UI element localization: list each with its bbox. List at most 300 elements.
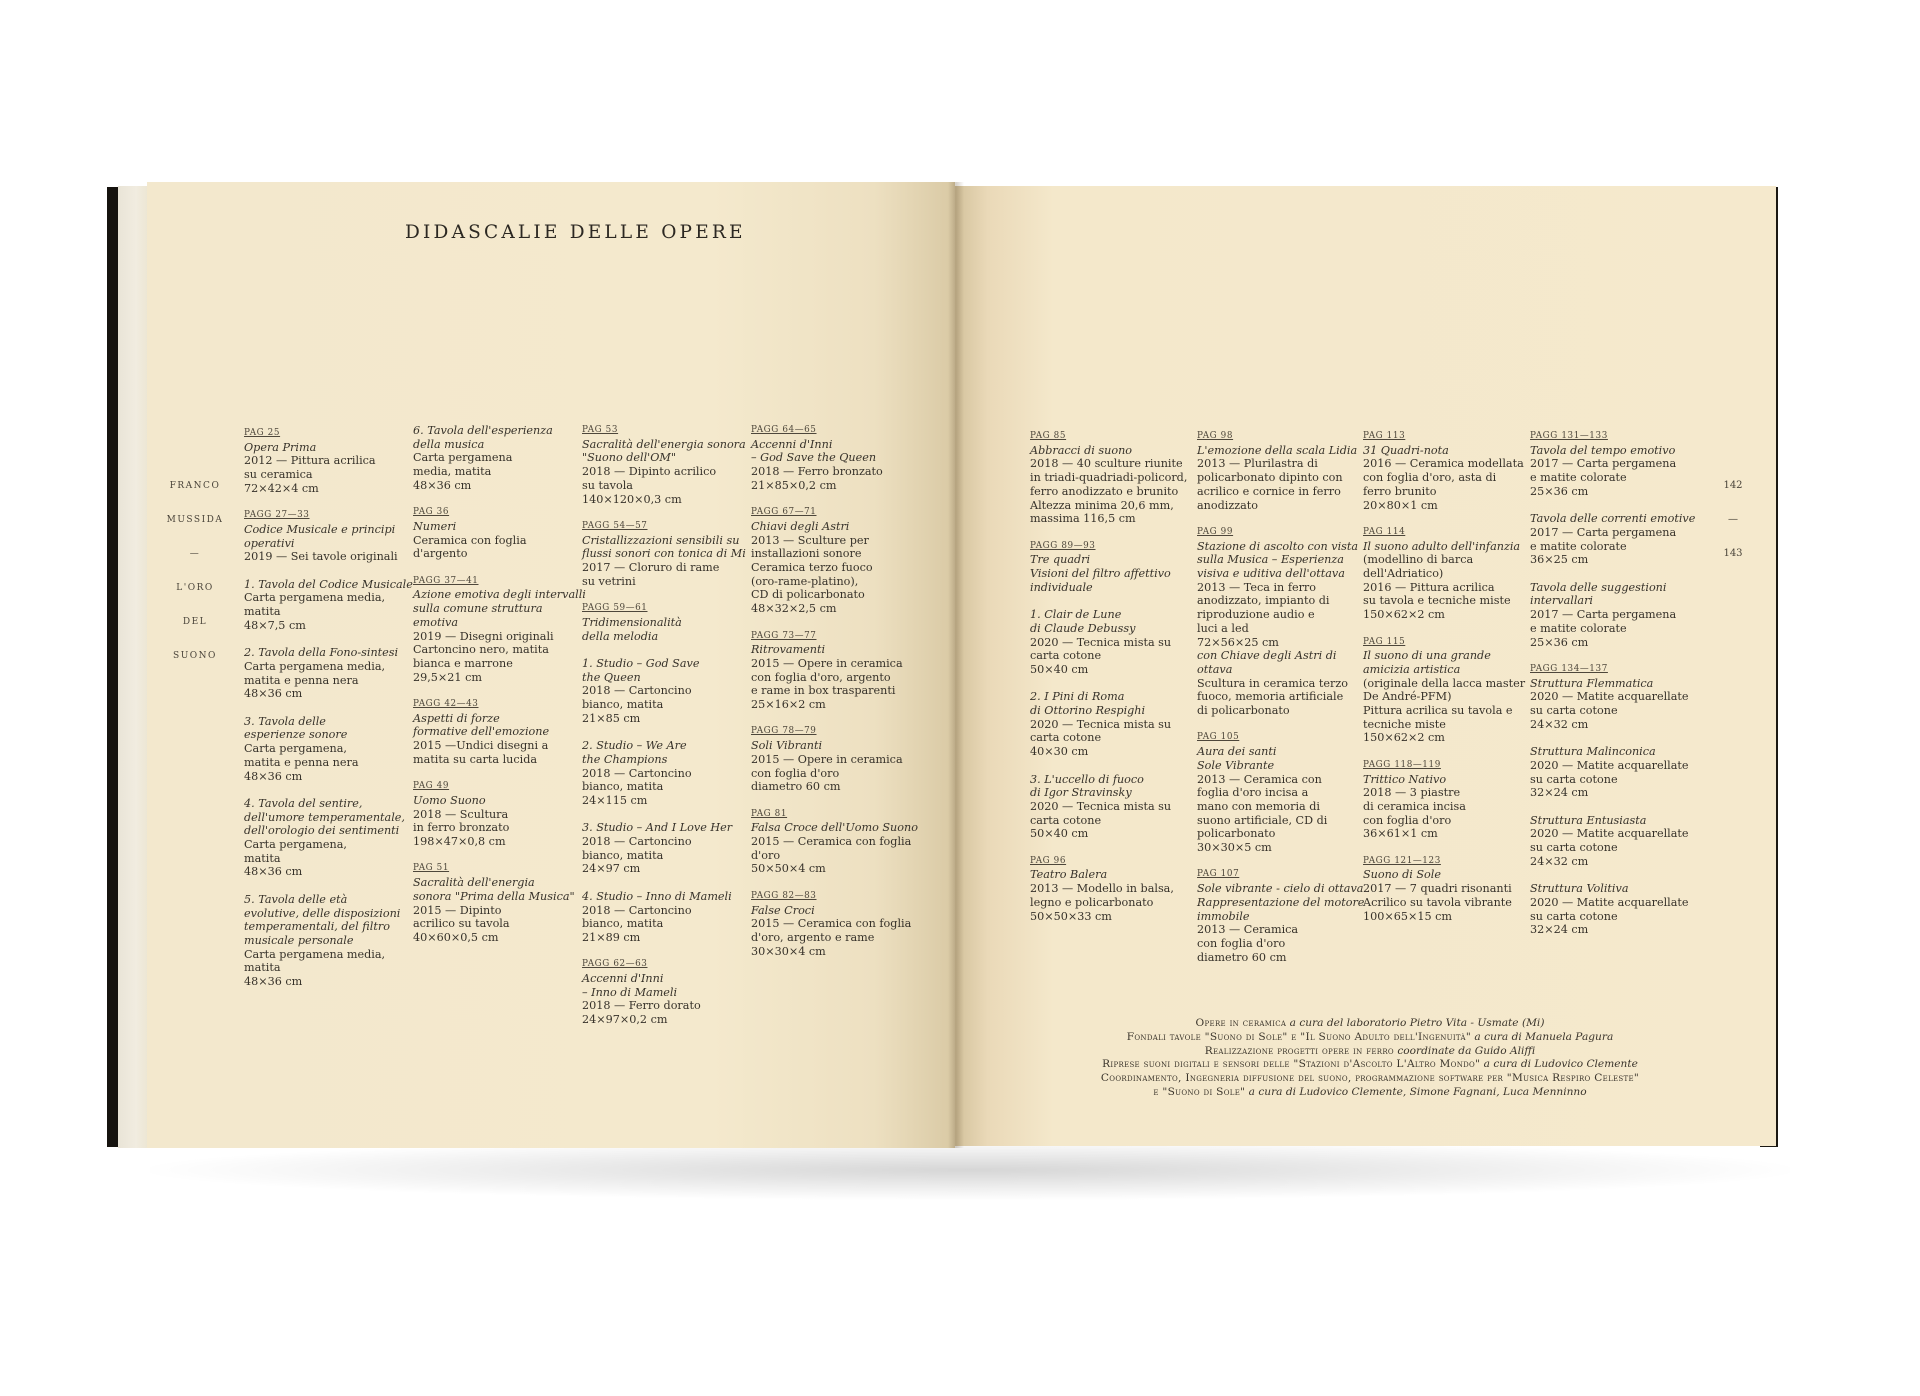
- credits-segment: Fondali tavole "Suono di Sole" e "Il Suono Adulto dell'Ingenuità": [1126, 1030, 1472, 1043]
- caption-line: con foglia d'oro: [1197, 936, 1286, 950]
- caption-line: Tre quadri: [1030, 553, 1091, 567]
- page-reference: PAGG 59—61: [582, 603, 648, 614]
- caption-line: Carta pergamena,: [244, 838, 347, 852]
- caption-line: ferro anodizzato e brunito: [1030, 484, 1179, 498]
- caption-entry: [1197, 526, 1367, 718]
- page-reference: PAG 51: [413, 863, 450, 874]
- caption-line: Chiavi degli Astri: [751, 519, 850, 533]
- caption-line: 48×36 cm: [413, 478, 472, 492]
- caption-line: Cartoncino nero, matita: [413, 643, 549, 657]
- caption-entry: [1030, 773, 1200, 842]
- caption-line: 5. Tavola delle età: [244, 892, 348, 906]
- caption-line: Aspetti di forze: [413, 711, 500, 725]
- running-header-item: SUONO: [173, 651, 217, 661]
- caption-line: bianco, matita: [582, 848, 664, 862]
- caption-line: diametro 60 cm: [751, 780, 841, 794]
- caption-line: bianca e marrone: [413, 656, 513, 670]
- caption-line: individuale: [1030, 580, 1093, 594]
- caption-entry: [1530, 430, 1700, 499]
- caption-line: flussi sonori con tonica di Mi: [582, 547, 746, 561]
- caption-line: immobile: [1197, 909, 1250, 923]
- caption-line: 72×56×25 cm: [1197, 635, 1279, 649]
- caption-line: sonora "Prima della Musica": [413, 889, 575, 903]
- caption-line: 48×36 cm: [244, 865, 303, 879]
- caption-line: d'argento: [413, 547, 468, 561]
- caption-line: 50×40 cm: [1030, 827, 1089, 841]
- credits-segment: Realizzazione progetti opere in ferro: [1204, 1044, 1394, 1057]
- caption-line: 30×30×4 cm: [751, 944, 826, 958]
- caption-line: 48×7,5 cm: [244, 618, 306, 632]
- caption-line: Sole Vibrante: [1197, 758, 1275, 772]
- caption-line: intervallari: [1530, 594, 1593, 608]
- caption-line: 2013 — Ceramica: [1197, 923, 1299, 937]
- caption-line: Codice Musicale e principi: [244, 522, 396, 536]
- caption-line: 2017 — Carta pergamena: [1530, 525, 1677, 539]
- caption-line: 2013 — Ceramica con: [1197, 772, 1322, 786]
- page-reference: PAGG 121—123: [1363, 855, 1441, 866]
- caption-line: 2018 — Cartoncino: [582, 835, 692, 849]
- page-reference: PAG 49: [413, 781, 450, 792]
- caption-entry: [413, 506, 583, 561]
- caption-line: foglia d'oro incisa a: [1197, 786, 1309, 800]
- caption-line: 2018 — Cartoncino: [582, 766, 692, 780]
- caption-line: Sole vibrante - cielo di ottava: [1197, 882, 1364, 896]
- caption-line: Carta pergamena media,: [244, 591, 386, 605]
- caption-entry: [1530, 581, 1700, 650]
- caption-line: Struttura Entusiasta: [1530, 813, 1647, 827]
- caption-line: Abbracci di suono: [1030, 443, 1133, 457]
- caption-line: 198×47×0,8 cm: [413, 835, 506, 849]
- page-reference: PAG 115: [1363, 636, 1406, 647]
- caption-line: Acrilico su tavola vibrante: [1363, 895, 1512, 909]
- caption-line: – Inno di Mameli: [582, 985, 678, 999]
- caption-line: su carta cotone: [1530, 841, 1618, 855]
- caption-line: 2015 — Ceramica con foglia: [751, 835, 912, 849]
- caption-line: 36×61×1 cm: [1363, 827, 1438, 841]
- caption-line: Ceramica terzo fuoco: [751, 561, 873, 575]
- running-header-item: —: [189, 549, 201, 559]
- caption-line: Pittura acrilica su tavola e: [1363, 704, 1513, 718]
- caption-line: Carta pergamena media,: [244, 947, 386, 961]
- caption-line: Soli Vibranti: [751, 739, 823, 753]
- caption-line: Tavola del tempo emotivo: [1530, 443, 1676, 457]
- caption-line: Scultura in ceramica terzo: [1197, 676, 1349, 690]
- caption-line: acrilico e cornice in ferro: [1197, 484, 1341, 498]
- caption-line: Carta pergamena,: [244, 742, 347, 756]
- caption-line: Suono di Sole: [1363, 868, 1441, 882]
- caption-line: con foglia d'oro: [751, 766, 840, 780]
- caption-entry: [751, 506, 921, 616]
- caption-entry: [413, 698, 583, 767]
- caption-line: con foglia d'oro, asta di: [1363, 471, 1497, 485]
- caption-entry: [751, 630, 921, 712]
- caption-entry: [1530, 745, 1700, 800]
- caption-line: Sacralità dell'energia sonora: [582, 437, 746, 451]
- caption-line: amicizia artistica: [1363, 662, 1461, 676]
- page-reference: PAG 107: [1197, 869, 1240, 880]
- caption-line: matita su carta lucida: [413, 752, 538, 766]
- caption-line: 2020 — Matite acquarellate: [1530, 758, 1689, 772]
- caption-line: sulla Musica – Esperienza: [1197, 553, 1344, 567]
- page-reference: PAG 98: [1197, 431, 1234, 441]
- caption-line: dell'umore temperamentale,: [244, 810, 405, 824]
- page-number: —: [1728, 514, 1738, 525]
- caption-line: d'oro: [751, 848, 781, 862]
- caption-entry: [1530, 814, 1700, 869]
- caption-line: 2020 — Tecnica mista su: [1030, 635, 1172, 649]
- caption-line: 2013 — Sculture per: [751, 533, 869, 547]
- page-reference: PAGG 78—79: [751, 726, 817, 737]
- caption-line: bianco, matita: [582, 780, 664, 794]
- book-gutter: [948, 182, 964, 1148]
- caption-line: su carta cotone: [1530, 909, 1618, 923]
- caption-line: "Suono dell'OM": [582, 451, 677, 465]
- caption-entry: [1530, 663, 1700, 732]
- caption-line: 2017 — 7 quadri risonanti: [1363, 882, 1512, 896]
- credits-segment: a cura di Manuela Pagura: [1471, 1030, 1614, 1043]
- caption-line: formative dell'emozione: [413, 725, 550, 739]
- page-reference: PAGG 54—57: [582, 520, 648, 531]
- caption-line: su tavola: [582, 478, 633, 492]
- caption-line: visiva e uditiva dell'ottava: [1197, 567, 1345, 581]
- caption-entry: [1197, 731, 1367, 854]
- caption-line: 2020 — Matite acquarellate: [1530, 690, 1689, 704]
- caption-line: ottava: [1197, 662, 1233, 676]
- page-reference: PAG 81: [751, 808, 788, 819]
- caption-line: L'emozione della scala Lidia: [1197, 443, 1358, 457]
- caption-line: su carta cotone: [1530, 772, 1618, 786]
- caption-entry: [1197, 430, 1367, 512]
- caption-line: 4. Studio – Inno di Mameli: [582, 889, 732, 903]
- caption-line: 3. Tavola delle: [244, 714, 326, 728]
- caption-line: Tavola delle suggestioni: [1530, 580, 1667, 594]
- caption-line: 1. Tavola del Codice Musicale: [244, 577, 413, 591]
- caption-line: matita e penna nera: [244, 755, 359, 769]
- page-number: 143: [1723, 548, 1743, 559]
- caption-line: 2012 — Pittura acrilica: [244, 454, 376, 468]
- caption-line: De André-PFM): [1363, 690, 1452, 704]
- page-numbers: [1708, 480, 1758, 582]
- caption-entry: [413, 575, 586, 685]
- caption-entry: [1530, 882, 1700, 937]
- caption-line: carta cotone: [1030, 649, 1102, 663]
- caption-line: Tavola delle correnti emotive: [1530, 512, 1696, 526]
- caption-line: matita: [244, 605, 281, 619]
- running-header-vertical: [160, 480, 230, 684]
- page-reference: PAGG 37—41: [413, 575, 479, 586]
- caption-line: 3. L'uccello di fuoco: [1030, 772, 1144, 786]
- caption-line: di Igor Stravinsky: [1030, 786, 1132, 800]
- running-header-item: L'ORO: [176, 583, 214, 593]
- caption-entry: [244, 893, 414, 989]
- caption-line: 2013 — Plurilastra di: [1197, 457, 1318, 471]
- caption-line: Accenni d'Inni: [751, 437, 833, 451]
- page-stack-edge: [118, 186, 148, 1148]
- page-reference: PAG 99: [1197, 526, 1234, 537]
- caption-line: 2018 — Cartoncino: [582, 684, 692, 698]
- caption-line: 25×36 cm: [1530, 484, 1589, 498]
- credits-line: [1010, 1031, 1730, 1045]
- caption-line: Sacralità dell'energia: [413, 876, 535, 890]
- running-header-item: MUSSIDA: [166, 515, 224, 525]
- credits-line: [1010, 1045, 1730, 1059]
- page-reference: PAG 114: [1363, 526, 1406, 537]
- caption-line: 2015 — Opere in ceramica: [751, 752, 903, 766]
- credits-segment: a cura di Ludovico Clemente, Simone Fagnani, Luca Menninno: [1245, 1085, 1587, 1098]
- caption-line: dell'Adriatico): [1363, 567, 1444, 581]
- caption-line: Ritrovamenti: [751, 643, 826, 657]
- caption-line: luci a led: [1197, 621, 1249, 635]
- caption-column-6: [1197, 430, 1367, 978]
- caption-line: 24×32 cm: [1530, 717, 1589, 731]
- caption-entry: [244, 797, 414, 879]
- caption-line: e matite colorate: [1530, 621, 1627, 635]
- caption-line: Cristallizzazioni sensibili su: [582, 533, 740, 547]
- caption-line: carta cotone: [1030, 731, 1102, 745]
- caption-line: (oro-rame-platino),: [751, 574, 859, 588]
- caption-line: 2020 — Tecnica mista su: [1030, 799, 1172, 813]
- caption-entry: [244, 715, 414, 784]
- page-reference: PAGG 82—83: [751, 890, 817, 901]
- caption-line: 2. Tavola della Fono-sintesi: [244, 646, 399, 660]
- caption-entry: [582, 821, 752, 876]
- caption-line: matita: [244, 851, 281, 865]
- caption-entry: [582, 424, 752, 506]
- caption-line: 2018 — Scultura: [413, 807, 509, 821]
- caption-line: Stazione di ascolto con vista: [1197, 539, 1359, 553]
- caption-line: Struttura Volitiva: [1530, 882, 1629, 896]
- caption-line: 24×97×0,2 cm: [582, 1013, 668, 1027]
- caption-line: e rame in box trasparenti: [751, 684, 896, 698]
- caption-line: 2019 — Sei tavole originali: [244, 550, 398, 564]
- caption-entry: [1030, 690, 1200, 759]
- credits-line: [1010, 1072, 1730, 1086]
- caption-line: 21×89 cm: [582, 930, 641, 944]
- caption-line: 20×80×1 cm: [1363, 498, 1438, 512]
- caption-entry: [582, 520, 752, 589]
- caption-line: di policarbonato: [1197, 704, 1290, 718]
- caption-line: the Champions: [582, 752, 668, 766]
- caption-entry: [582, 890, 752, 945]
- caption-entry: [751, 808, 921, 877]
- caption-line: Teatro Balera: [1030, 868, 1108, 882]
- caption-entry: [751, 890, 921, 959]
- credits-segment: Riprese suoni digitali e sensori delle "Stazioni d'Ascolto L'Altro Mondo": [1102, 1058, 1481, 1071]
- caption-line: policarbonato dipinto con: [1197, 471, 1343, 485]
- caption-entry: [244, 578, 414, 633]
- page-reference: PAGG 118—119: [1363, 759, 1441, 770]
- caption-line: musicale personale: [244, 933, 354, 947]
- caption-line: 2015 — Opere in ceramica: [751, 656, 903, 670]
- caption-entry: [1030, 855, 1200, 924]
- caption-entry: [1030, 430, 1200, 526]
- caption-line: Accenni d'Inni: [582, 972, 664, 986]
- caption-line: media, matita: [413, 465, 492, 479]
- caption-line: the Queen: [582, 670, 641, 684]
- caption-column-5: [1030, 430, 1200, 937]
- caption-line: matita: [244, 961, 281, 975]
- caption-entry: [751, 424, 921, 493]
- caption-entry: [582, 602, 752, 643]
- page-title: DIDASCALIE DELLE OPERE: [405, 222, 746, 243]
- caption-line: operativi: [244, 536, 295, 550]
- caption-line: 2017 — Carta pergamena: [1530, 457, 1677, 471]
- page-reference: PAG 85: [1030, 431, 1067, 441]
- caption-line: Rappresentazione del motore: [1197, 895, 1365, 909]
- caption-line: policarbonato: [1197, 827, 1276, 841]
- caption-line: 150×62×2 cm: [1363, 731, 1445, 745]
- caption-line: 2018 — 40 sculture riunite: [1030, 457, 1183, 471]
- caption-entry: [1530, 512, 1700, 567]
- credits-segment: coordinate da Guido Aliffi: [1393, 1044, 1536, 1057]
- caption-column-3: [582, 424, 752, 1041]
- page-reference: PAG 113: [1363, 431, 1406, 441]
- caption-line: mano con memoria di: [1197, 799, 1321, 813]
- page-reference: PAGG 27—33: [244, 510, 310, 521]
- caption-line: CD di policarbonato: [751, 588, 865, 602]
- caption-line: 2017 — Carta pergamena: [1530, 608, 1677, 622]
- caption-line: 1. Clair de Lune: [1030, 608, 1122, 622]
- caption-line: (modellino di barca: [1363, 553, 1474, 567]
- caption-line: Tridimensionalità: [582, 615, 682, 629]
- caption-line: 150×62×2 cm: [1363, 608, 1445, 622]
- caption-line: Struttura Malinconica: [1530, 745, 1656, 759]
- page-reference: PAGG 131—133: [1530, 431, 1608, 441]
- caption-line-text: con Chiave degli Astri di: [1197, 649, 1337, 663]
- caption-line: 21×85 cm: [582, 711, 641, 725]
- credits-line: [1010, 1058, 1730, 1072]
- caption-line: emotiva: [413, 615, 459, 629]
- caption-line: 2015 — Dipinto: [413, 903, 502, 917]
- caption-line: 40×30 cm: [1030, 745, 1089, 759]
- running-header-item: DEL: [182, 617, 208, 627]
- caption-line: 2018 — Ferro dorato: [582, 999, 701, 1013]
- caption-column-8: [1530, 430, 1700, 951]
- caption-line: 3. Studio – And I Love Her: [582, 821, 733, 835]
- caption-column-2: [413, 424, 586, 958]
- caption-entry: [413, 424, 583, 493]
- caption-line: Uomo Suono: [413, 793, 486, 807]
- caption-line: 2015 —Undici disegni a: [413, 739, 549, 753]
- caption-line: 2018 — Ferro bronzato: [751, 465, 883, 479]
- caption-line: 32×24 cm: [1530, 923, 1589, 937]
- caption-line: 2016 — Ceramica modellata: [1363, 457, 1524, 471]
- caption-line: 2018 — 3 piastre: [1363, 786, 1461, 800]
- caption-line: 24×97 cm: [582, 862, 641, 876]
- caption-line: 30×30×5 cm: [1197, 841, 1272, 855]
- caption-line: – God Save the Queen: [751, 451, 877, 465]
- caption-line: di Ottorino Respighi: [1030, 704, 1146, 718]
- caption-line: 6. Tavola dell'esperienza: [413, 424, 553, 437]
- page-reference: PAGG 89—93: [1030, 540, 1096, 551]
- caption-line: Carta pergamena media,: [244, 659, 386, 673]
- page-reference: PAGG 67—71: [751, 507, 817, 518]
- caption-line: Opera Prima: [244, 440, 317, 454]
- credits-segment: Opere in ceramica: [1195, 1017, 1287, 1029]
- caption-line: con foglia d'oro: [1363, 813, 1452, 827]
- caption-line: della musica: [413, 437, 485, 451]
- caption-line: 32×24 cm: [1530, 786, 1589, 800]
- caption-line: bianco, matita: [582, 917, 664, 931]
- caption-line: Il suono adulto dell'infanzia: [1363, 539, 1521, 553]
- caption-line: e matite colorate: [1530, 471, 1627, 485]
- caption-line: in triadi-quadriadi-policord,: [1030, 471, 1188, 485]
- caption-line: esperienze sonore: [244, 728, 348, 742]
- caption-line: 2013 — Modello in balsa,: [1030, 882, 1174, 896]
- caption-entry: [1363, 636, 1533, 746]
- caption-line: [1197, 649, 1367, 663]
- caption-entry: [751, 725, 921, 794]
- caption-line: d'oro, argento e rame: [751, 930, 875, 944]
- caption-line: 140×120×0,3 cm: [582, 492, 682, 506]
- caption-line: suono artificiale, CD di: [1197, 813, 1328, 827]
- caption-entry: [582, 958, 752, 1027]
- page-reference: PAGG 62—63: [582, 959, 648, 970]
- caption-line: Trittico Nativo: [1363, 772, 1447, 786]
- caption-line: Carta pergamena: [413, 451, 513, 465]
- caption-line: massima 116,5 cm: [1030, 512, 1136, 526]
- credits-line: [1010, 1086, 1730, 1100]
- caption-entry: [244, 509, 414, 564]
- caption-line: 25×36 cm: [1530, 635, 1589, 649]
- caption-line: 36×25 cm: [1530, 553, 1589, 567]
- caption-column-4: [751, 424, 921, 972]
- caption-line: Altezza minima 20,6 mm,: [1030, 498, 1174, 512]
- book-shadow: [150, 1140, 1790, 1200]
- caption-line: 2018 — Dipinto acrilico: [582, 465, 717, 479]
- caption-line: 48×36 cm: [244, 769, 303, 783]
- caption-line: 50×40 cm: [1030, 662, 1089, 676]
- caption-line: di ceramica incisa: [1363, 799, 1466, 813]
- caption-entry: [1363, 855, 1533, 924]
- page-reference: PAGG 73—77: [751, 630, 817, 641]
- page-reference: PAG 36: [413, 507, 450, 518]
- caption-line: della melodia: [582, 629, 659, 643]
- page-reference: PAG 53: [582, 425, 619, 435]
- caption-line: 29,5×21 cm: [413, 670, 482, 684]
- caption-line: di Claude Debussy: [1030, 621, 1136, 635]
- caption-line: su ceramica: [244, 468, 313, 482]
- page-number: 142: [1723, 480, 1743, 491]
- caption-line: diametro 60 cm: [1197, 950, 1287, 964]
- caption-line: False Croci: [751, 903, 815, 917]
- caption-line: 21×85×0,2 cm: [751, 478, 837, 492]
- caption-line: installazioni sonore: [751, 547, 862, 561]
- caption-line: 2020 — Matite acquarellate: [1530, 895, 1689, 909]
- caption-line: e matite colorate: [1530, 539, 1627, 553]
- credits-segment: Coordinamento, Ingegneria diffusione del suono, programmazione software per "Musica Respiro Celeste": [1100, 1072, 1640, 1085]
- caption-line: 24×115 cm: [582, 793, 648, 807]
- credits-segment: a cura di Ludovico Clemente: [1480, 1058, 1638, 1071]
- credits-segment: a cura del laboratorio Pietro Vita - Usmate (Mi): [1286, 1017, 1545, 1029]
- caption-line: evolutive, delle disposizioni: [244, 906, 401, 920]
- caption-entry: [1030, 608, 1200, 677]
- caption-line: ferro brunito: [1363, 484, 1437, 498]
- caption-line: 40×60×0,5 cm: [413, 930, 499, 944]
- caption-line: Falsa Croce dell'Uomo Suono: [751, 821, 918, 835]
- caption-entry: [244, 646, 414, 701]
- caption-entry: [1363, 526, 1533, 622]
- caption-line: 48×32×2,5 cm: [751, 602, 837, 616]
- caption-entry: [1363, 759, 1533, 841]
- page-reference: PAG 96: [1030, 855, 1067, 866]
- page-reference: PAG 105: [1197, 732, 1240, 743]
- caption-line: 2015 — Ceramica con foglia: [751, 917, 912, 931]
- credits-line: [1010, 1017, 1730, 1031]
- caption-entry: [1197, 868, 1367, 964]
- caption-line: matita e penna nera: [244, 673, 359, 687]
- caption-line: 2016 — Pittura acrilica: [1363, 580, 1495, 594]
